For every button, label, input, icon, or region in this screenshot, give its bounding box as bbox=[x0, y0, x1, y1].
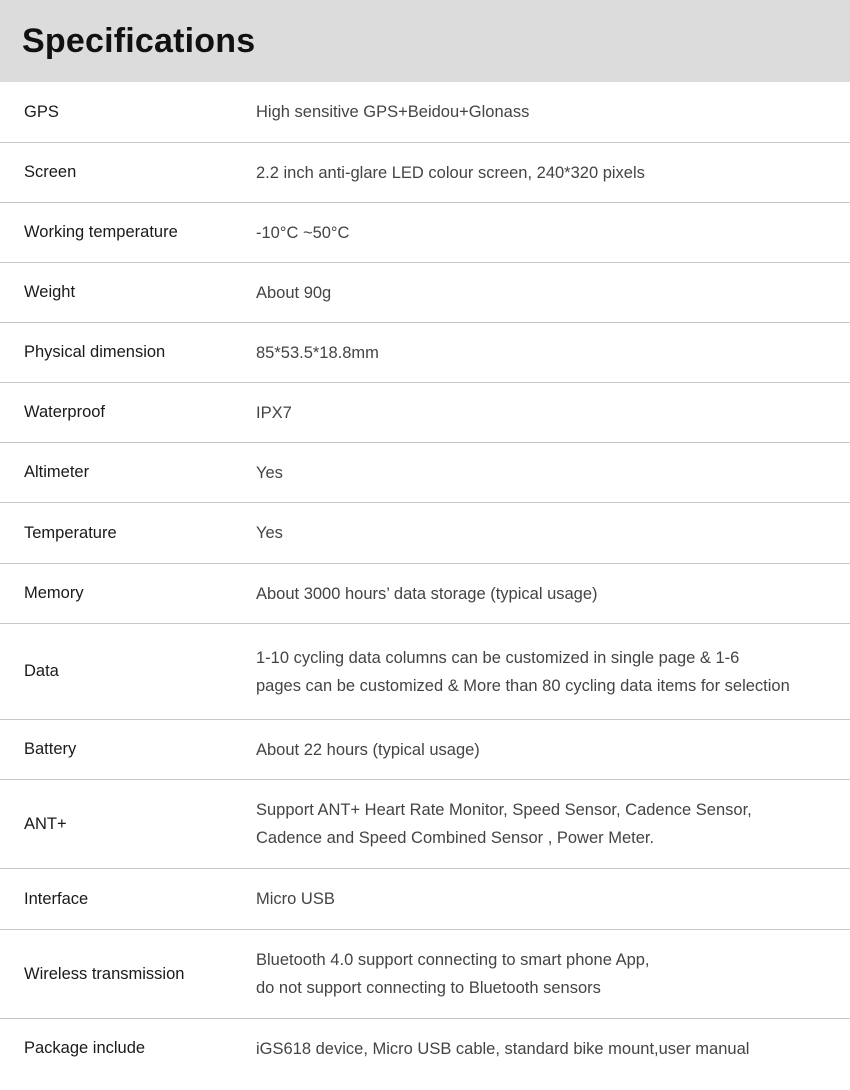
spec-label: Working temperature bbox=[24, 223, 178, 241]
spec-label: Physical dimension bbox=[24, 343, 166, 361]
spec-row bbox=[0, 383, 850, 443]
spec-value bbox=[232, 736, 850, 764]
spec-value bbox=[232, 98, 850, 126]
spec-value-line: High sensitive GPS+Beidou+Glonass bbox=[256, 103, 530, 121]
spec-value-line: Bluetooth 4.0 support connecting to smart phone App, bbox=[256, 951, 650, 969]
spec-row bbox=[0, 143, 850, 203]
spec-row bbox=[0, 263, 850, 323]
spec-label: Screen bbox=[24, 163, 77, 181]
spec-value bbox=[232, 339, 850, 367]
spec-row bbox=[0, 82, 850, 143]
spec-label: Memory bbox=[24, 584, 84, 602]
spec-row bbox=[0, 1019, 850, 1078]
spec-value-line: 85*53.5*18.8mm bbox=[256, 343, 379, 362]
spec-value bbox=[232, 580, 850, 608]
spec-label: ANT+ bbox=[24, 814, 67, 833]
spec-value-line: IPX7 bbox=[256, 403, 292, 422]
spec-row bbox=[0, 564, 850, 624]
spec-row bbox=[0, 323, 850, 383]
spec-value-line: About 3000 hours’ data storage (typical usage) bbox=[256, 584, 598, 603]
spec-label: Data bbox=[24, 662, 59, 680]
spec-row bbox=[0, 869, 850, 930]
spec-value bbox=[232, 219, 850, 247]
spec-label: GPS bbox=[24, 102, 59, 121]
spec-label: Battery bbox=[24, 740, 77, 758]
spec-label: Package include bbox=[24, 1039, 146, 1057]
spec-value-line: do not support connecting to Bluetooth sensors bbox=[256, 979, 601, 997]
spec-label: Waterproof bbox=[24, 403, 106, 421]
spec-row bbox=[0, 203, 850, 263]
spec-row bbox=[0, 503, 850, 564]
spec-header bbox=[0, 0, 850, 82]
spec-value-line: -10°C ~50°C bbox=[256, 223, 350, 242]
spec-value-line: iGS618 device, Micro USB cable, standard bike mount,user manual bbox=[256, 1039, 750, 1058]
spec-value bbox=[232, 399, 850, 427]
spec-value-line: Yes bbox=[256, 524, 283, 542]
spec-row bbox=[0, 930, 850, 1019]
spec-row bbox=[0, 720, 850, 780]
spec-value-line: Micro USB bbox=[256, 890, 335, 908]
spec-row bbox=[0, 443, 850, 503]
spec-value-line: Yes bbox=[256, 463, 283, 482]
spec-value-line: About 22 hours (typical usage) bbox=[256, 740, 480, 759]
spec-value bbox=[232, 1035, 850, 1063]
spec-value-line: Cadence and Speed Combined Sensor , Power Meter. bbox=[256, 829, 655, 847]
spec-value-line: pages can be customized & More than 80 cycling data items for selection bbox=[256, 676, 790, 695]
spec-value bbox=[232, 885, 850, 913]
spec-label: Wireless transmission bbox=[24, 964, 185, 983]
spec-value bbox=[232, 796, 850, 852]
page-title: Specifications bbox=[22, 21, 256, 60]
spec-value-line: About 90g bbox=[256, 283, 332, 302]
spec-label: Temperature bbox=[24, 523, 117, 542]
spec-value-line: 1-10 cycling data columns can be customized in single page & 1-6 bbox=[256, 648, 740, 667]
spec-label: Weight bbox=[24, 283, 76, 301]
spec-value bbox=[232, 519, 850, 547]
spec-table bbox=[0, 82, 850, 1078]
spec-value bbox=[232, 459, 850, 487]
spec-row bbox=[0, 624, 850, 720]
spec-value bbox=[232, 946, 850, 1002]
spec-value bbox=[232, 279, 850, 307]
spec-value bbox=[232, 159, 850, 187]
spec-row bbox=[0, 780, 850, 869]
spec-label: Altimeter bbox=[24, 463, 90, 481]
spec-value bbox=[232, 644, 850, 700]
spec-value-line: Support ANT+ Heart Rate Monitor, Speed Sensor, Cadence Sensor, bbox=[256, 801, 752, 819]
spec-label: Interface bbox=[24, 889, 89, 908]
spec-value-line: 2.2 inch anti-glare LED colour screen, 240*320 pixels bbox=[256, 163, 645, 182]
